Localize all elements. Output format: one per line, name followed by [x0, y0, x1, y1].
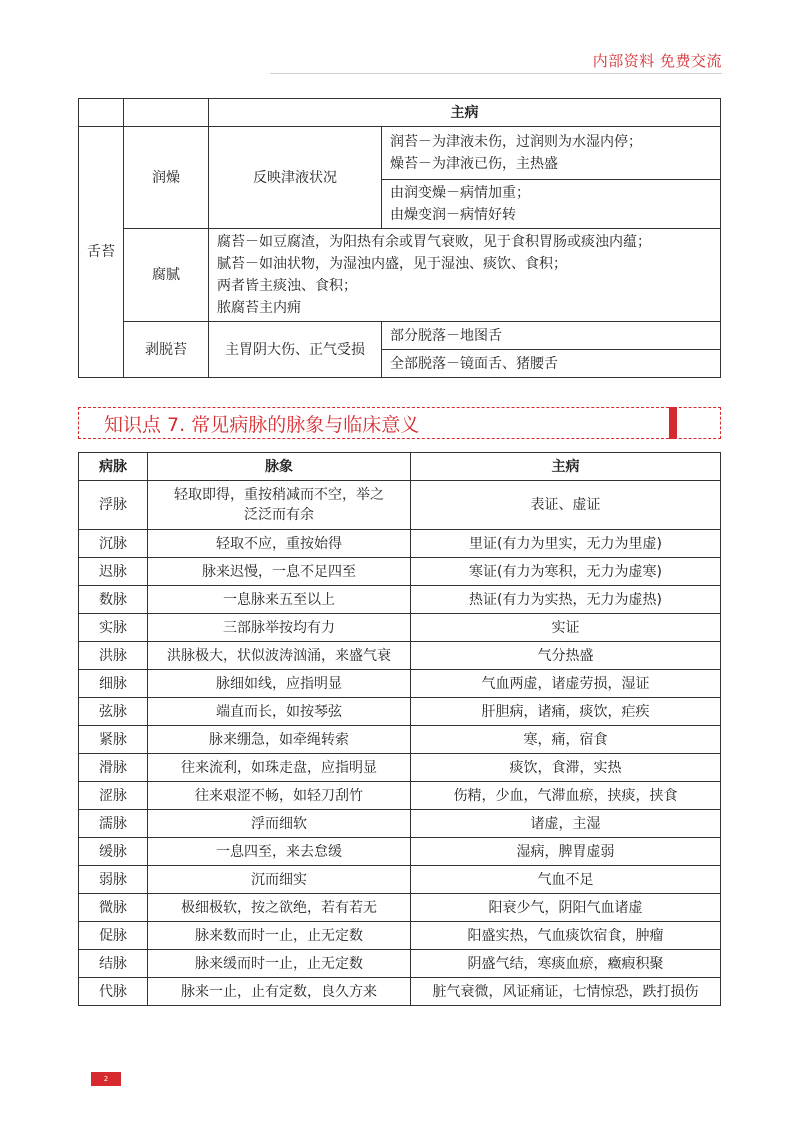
table-row — [79, 481, 721, 530]
pulse-description: 轻取即得，重按稍减而不空，举之泛泛而有余 — [148, 481, 411, 530]
pulse-indication: 热证(有力为实热，无力为虚热) — [411, 586, 721, 614]
runzao-detail-1 — [382, 127, 721, 180]
runzao-meaning: 反映津液状况 — [209, 127, 382, 229]
table-row — [79, 782, 721, 810]
pulse-name: 弦脉 — [79, 698, 148, 726]
runzao-name: 润燥 — [124, 127, 209, 229]
pulse-description: 沉而细实 — [148, 866, 411, 894]
runzao-detail-2-line-2: 由燥变润－病情好转 — [390, 207, 516, 223]
funi-detail-line-3: 两者皆主痰浊、食积； — [217, 278, 357, 294]
table-row — [79, 726, 721, 754]
pulse-indication: 里证(有力为里实，无力为里虚) — [411, 530, 721, 558]
runzao-detail-2-line-1: 由润变燥－病情加重； — [390, 185, 530, 201]
pulse-description: 极细极软，按之欲绝，若有若无 — [148, 894, 411, 922]
group-label-cell — [79, 127, 124, 378]
pulse-name: 迟脉 — [79, 558, 148, 586]
pulse-name: 微脉 — [79, 894, 148, 922]
table-row — [79, 894, 721, 922]
pulse-description: 脉细如线，应指明显 — [148, 670, 411, 698]
pulse-table — [78, 452, 721, 1006]
pulse-description: 脉来绷急，如牵绳转索 — [148, 726, 411, 754]
table-row — [79, 558, 721, 586]
table-row — [79, 670, 721, 698]
table-row — [79, 642, 721, 670]
header-blank-cell-2 — [124, 99, 209, 127]
funi-name: 腐腻 — [124, 229, 209, 322]
pulse-indication: 脏气衰微，风证痛证，七情惊恐，跌打损伤 — [411, 978, 721, 1006]
runzao-detail-2 — [382, 180, 721, 229]
pulse-name: 促脉 — [79, 922, 148, 950]
pulse-name: 濡脉 — [79, 810, 148, 838]
pulse-name: 洪脉 — [79, 642, 148, 670]
table-row — [79, 614, 721, 642]
funi-detail-line-1: 腐苔－如豆腐渣，为阳热有余或胃气衰败，见于食积胃肠或痰浊内蕴； — [217, 234, 651, 250]
pulse-description: 脉来迟慢，一息不足四至 — [148, 558, 411, 586]
pulse-description: 洪脉极大，状似波涛汹涌，来盛气衰 — [148, 642, 411, 670]
pulse-indication: 伤精，少血，气滞血瘀，挟痰，挟食 — [411, 782, 721, 810]
boluo-meaning: 主胃阴大伤、正气受损 — [209, 322, 382, 378]
table-row — [79, 866, 721, 894]
tongue-coating-table — [78, 98, 721, 378]
table-row — [79, 754, 721, 782]
pulse-indication: 表证、虚证 — [411, 481, 721, 530]
pulse-name: 缓脉 — [79, 838, 148, 866]
pulse-indication: 诸虚，主湿 — [411, 810, 721, 838]
pulse-indication: 痰饮，食滞，实热 — [411, 754, 721, 782]
pulse-indication: 实证 — [411, 614, 721, 642]
header-text: 内部资料 免费交流 — [592, 52, 722, 70]
pulse-indication: 阳盛实热，气血痰饮宿食，肿瘤 — [411, 922, 721, 950]
pulse-name: 浮脉 — [79, 481, 148, 530]
table-row — [79, 838, 721, 866]
pulse-description: 往来艰涩不畅，如轻刀刮竹 — [148, 782, 411, 810]
section-title: 知识点 7. 常见病脉的脉象与临床意义 — [104, 414, 420, 436]
pulse-description: 一息脉来五至以上 — [148, 586, 411, 614]
pulse-indication: 气血两虚，诸虚劳损，湿证 — [411, 670, 721, 698]
header-main-cell: 主病 — [209, 99, 721, 127]
pulse-description: 一息四至，来去怠缓 — [148, 838, 411, 866]
table-row — [79, 586, 721, 614]
table-row — [79, 950, 721, 978]
pulse-name: 实脉 — [79, 614, 148, 642]
pulse-name: 代脉 — [79, 978, 148, 1006]
runzao-detail-1-line-2: 燥苔－为津液已伤，主热盛 — [390, 156, 558, 172]
pulse-description: 脉来数而时一止，止无定数 — [148, 922, 411, 950]
pulse-indication: 气血不足 — [411, 866, 721, 894]
boluo-name: 剥脱苔 — [124, 322, 209, 378]
funi-detail — [209, 229, 721, 322]
section-title-banner — [78, 407, 721, 439]
pulse-name: 数脉 — [79, 586, 148, 614]
pulse-name: 沉脉 — [79, 530, 148, 558]
table-row — [79, 698, 721, 726]
page-number-badge: 2 — [91, 1072, 121, 1086]
pulse-description: 轻取不应，重按始得 — [148, 530, 411, 558]
pulse-indication: 阳衰少气，阴阳气血诸虚 — [411, 894, 721, 922]
runzao-detail-1-line-1: 润苔－为津液未伤，过润则为水湿内停； — [390, 134, 642, 150]
table-row — [79, 922, 721, 950]
table-row — [79, 810, 721, 838]
pulse-name: 涩脉 — [79, 782, 148, 810]
pulse-table-header-disease: 主病 — [411, 453, 721, 481]
funi-detail-line-4: 脓腐苔主内痈 — [217, 300, 301, 316]
pulse-description: 浮而细软 — [148, 810, 411, 838]
header-rule — [270, 73, 722, 74]
pulse-indication: 阴盛气结，寒痰血瘀，癥瘕积聚 — [411, 950, 721, 978]
pulse-indication: 肝胆病，诸痛，痰饮，疟疾 — [411, 698, 721, 726]
pulse-description: 脉来缓而时一止，止无定数 — [148, 950, 411, 978]
pulse-name: 结脉 — [79, 950, 148, 978]
boluo-detail-2: 全部脱落－镜面舌、猪腰舌 — [382, 350, 721, 378]
table-row — [79, 530, 721, 558]
pulse-name: 弱脉 — [79, 866, 148, 894]
pulse-description: 三部脉举按均有力 — [148, 614, 411, 642]
pulse-table-header-pulse: 脉象 — [148, 453, 411, 481]
group-label: 舌苔 — [87, 244, 115, 260]
funi-detail-line-2: 腻苔－如油状物，为湿浊内盛，见于湿浊、痰饮、食积； — [217, 256, 567, 272]
pulse-description: 脉来一止，止有定数，良久方来 — [148, 978, 411, 1006]
pulse-description: 往来流利，如珠走盘，应指明显 — [148, 754, 411, 782]
pulse-indication: 寒证(有力为寒积，无力为虚寒) — [411, 558, 721, 586]
header-blank-cell-1 — [79, 99, 124, 127]
section-title-accent — [669, 407, 677, 439]
pulse-name: 细脉 — [79, 670, 148, 698]
pulse-table-header-name: 病脉 — [79, 453, 148, 481]
pulse-indication: 湿病，脾胃虚弱 — [411, 838, 721, 866]
pulse-description: 端直而长，如按琴弦 — [148, 698, 411, 726]
boluo-detail-1: 部分脱落－地图舌 — [382, 322, 721, 350]
pulse-indication: 气分热盛 — [411, 642, 721, 670]
pulse-name: 滑脉 — [79, 754, 148, 782]
pulse-indication: 寒，痛，宿食 — [411, 726, 721, 754]
table-row — [79, 978, 721, 1006]
pulse-name: 紧脉 — [79, 726, 148, 754]
